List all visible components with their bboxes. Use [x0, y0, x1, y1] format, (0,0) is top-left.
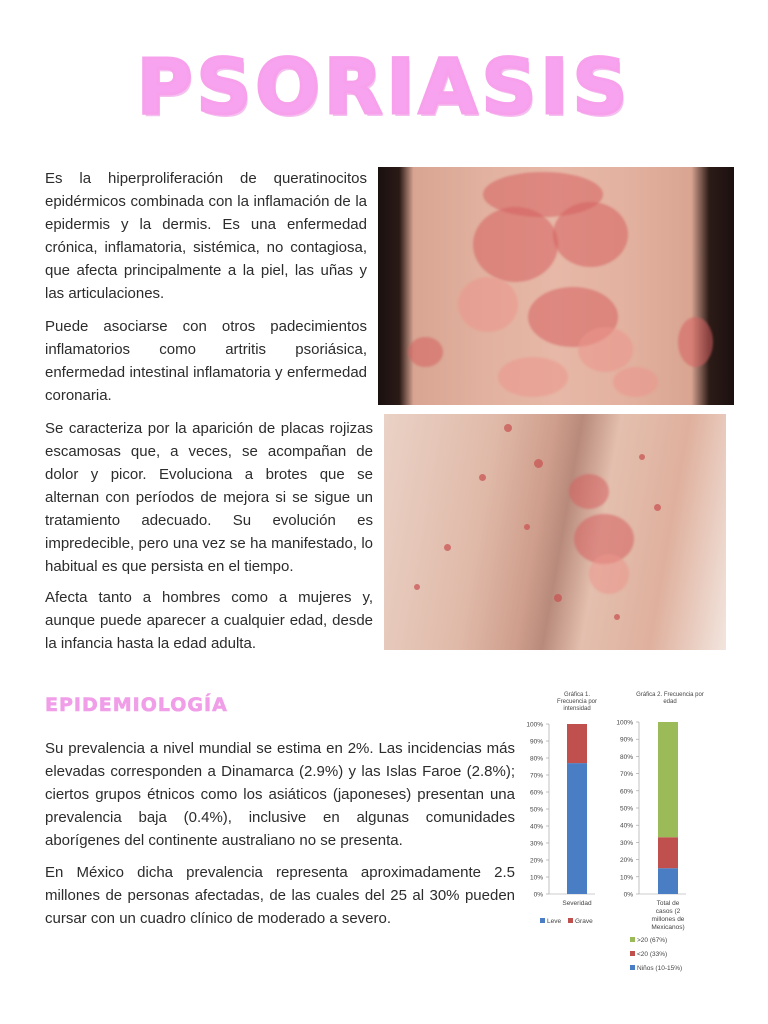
y-tick-label: 30% — [529, 840, 543, 848]
y-tick-label: 60% — [619, 788, 633, 796]
intro-paragraph-associations: Puede asociarse con otros padecimientos inflamatorios como artritis psoriásica, enfermedad intestinal inflamatoria y enfermedad coronaria. — [45, 318, 367, 404]
bar-segment-1 — [658, 837, 678, 868]
y-tick-label: 40% — [619, 822, 633, 830]
epidemiology-paragraph-prevalence: Su prevalencia a nivel mundial se estima en 2%. Las incidencias más elevadas corresponden a Dinamarca (2.9%) y las Islas Faroe (2.8%); ciertos grupos étnicos como los asiáticos (japoneses) presentan una prevalencia baja (0.4%), inclusive en algunas comunidades aborígenes del continente australiano no se presenta. — [45, 740, 515, 849]
chart-frequency-by-intensity — [522, 686, 626, 936]
psoriasis-arm-photo — [384, 414, 726, 650]
y-tick-label: 20% — [529, 857, 543, 865]
y-tick-label: 10% — [619, 874, 633, 882]
y-tick-label: 80% — [619, 753, 633, 761]
chart-title: Gráfica 2. Frecuencia por edad — [636, 692, 704, 705]
bar-segment-0 — [567, 763, 587, 894]
x-category-label: Severidad — [562, 900, 592, 907]
y-tick-label: 60% — [529, 789, 543, 797]
legend-label: >20 (67%) — [637, 937, 668, 944]
x-category-label: Total de casos (2 millones de Mexicanos) — [651, 900, 685, 931]
y-tick-label: 90% — [619, 736, 633, 744]
page-title: PSORIASIS — [136, 42, 632, 131]
section-heading-epidemiology: EPIDEMIOLOGÍA — [45, 694, 228, 716]
y-tick-label: 20% — [619, 857, 633, 865]
y-tick-label: 50% — [529, 806, 543, 814]
legend-label: Grave — [575, 918, 593, 925]
bar-segment-1 — [567, 724, 587, 763]
psoriasis-back-photo — [378, 167, 734, 405]
legend-swatch — [568, 918, 573, 923]
legend-label: Niños (10-15%) — [637, 965, 683, 972]
intro-paragraph-symptoms: Se caracteriza por la aparición de placas rojizas escamosas que, a veces, se acompañan de dolor y picor. Evoluciona a brotes que se alternan con períodos de mejora si se sigue un tratamiento adecuado. Su evolución es impredecible, pero una vez se ha manifestado, lo habitual es que persista en el tiempo. — [45, 420, 373, 575]
y-tick-label: 30% — [619, 839, 633, 847]
legend-swatch — [630, 951, 635, 956]
y-tick-label: 10% — [529, 874, 543, 882]
intro-paragraph-definition: Es la hiperproliferación de queratinocitos epidérmicos combinada con la inflamación de la epidermis y la dermis. Es una enfermedad crónica, inflamatoria, sistémica, no contagiosa, que afecta principalmente a la piel, las uñas y las articulaciones. — [45, 170, 367, 302]
y-tick-label: 70% — [529, 772, 543, 780]
legend-swatch — [540, 918, 545, 923]
legend-label: Leve — [547, 918, 562, 925]
y-tick-label: 70% — [619, 771, 633, 779]
y-tick-label: 80% — [529, 755, 543, 763]
y-tick-label: 0% — [623, 891, 633, 899]
epidemiology-paragraph-mexico: En México dicha prevalencia representa aproximadamente 2.5 millones de personas afectadas, de las cuales del 25 al 30% pueden cursar con un cuadro clínico de moderado a severo. — [45, 864, 515, 927]
legend-label: <20 (33%) — [637, 951, 668, 958]
y-tick-label: 0% — [533, 891, 543, 899]
y-tick-label: 100% — [616, 719, 633, 727]
intro-paragraph-demographics: Afecta tanto a hombres como a mujeres y, aunque puede aparecer a cualquier edad, desde la infancia hasta la edad adulta. — [45, 589, 373, 652]
legend-swatch — [630, 965, 635, 970]
chart-title: Gráfica 1. Frecuencia por intensidad — [556, 692, 598, 712]
bar-segment-0 — [658, 868, 678, 894]
chart-frequency-by-age — [616, 686, 716, 986]
y-tick-label: 50% — [619, 805, 633, 813]
y-tick-label: 90% — [529, 738, 543, 746]
legend-swatch — [630, 937, 635, 942]
y-tick-label: 100% — [526, 721, 543, 729]
bar-segment-2 — [658, 722, 678, 837]
y-tick-label: 40% — [529, 823, 543, 831]
